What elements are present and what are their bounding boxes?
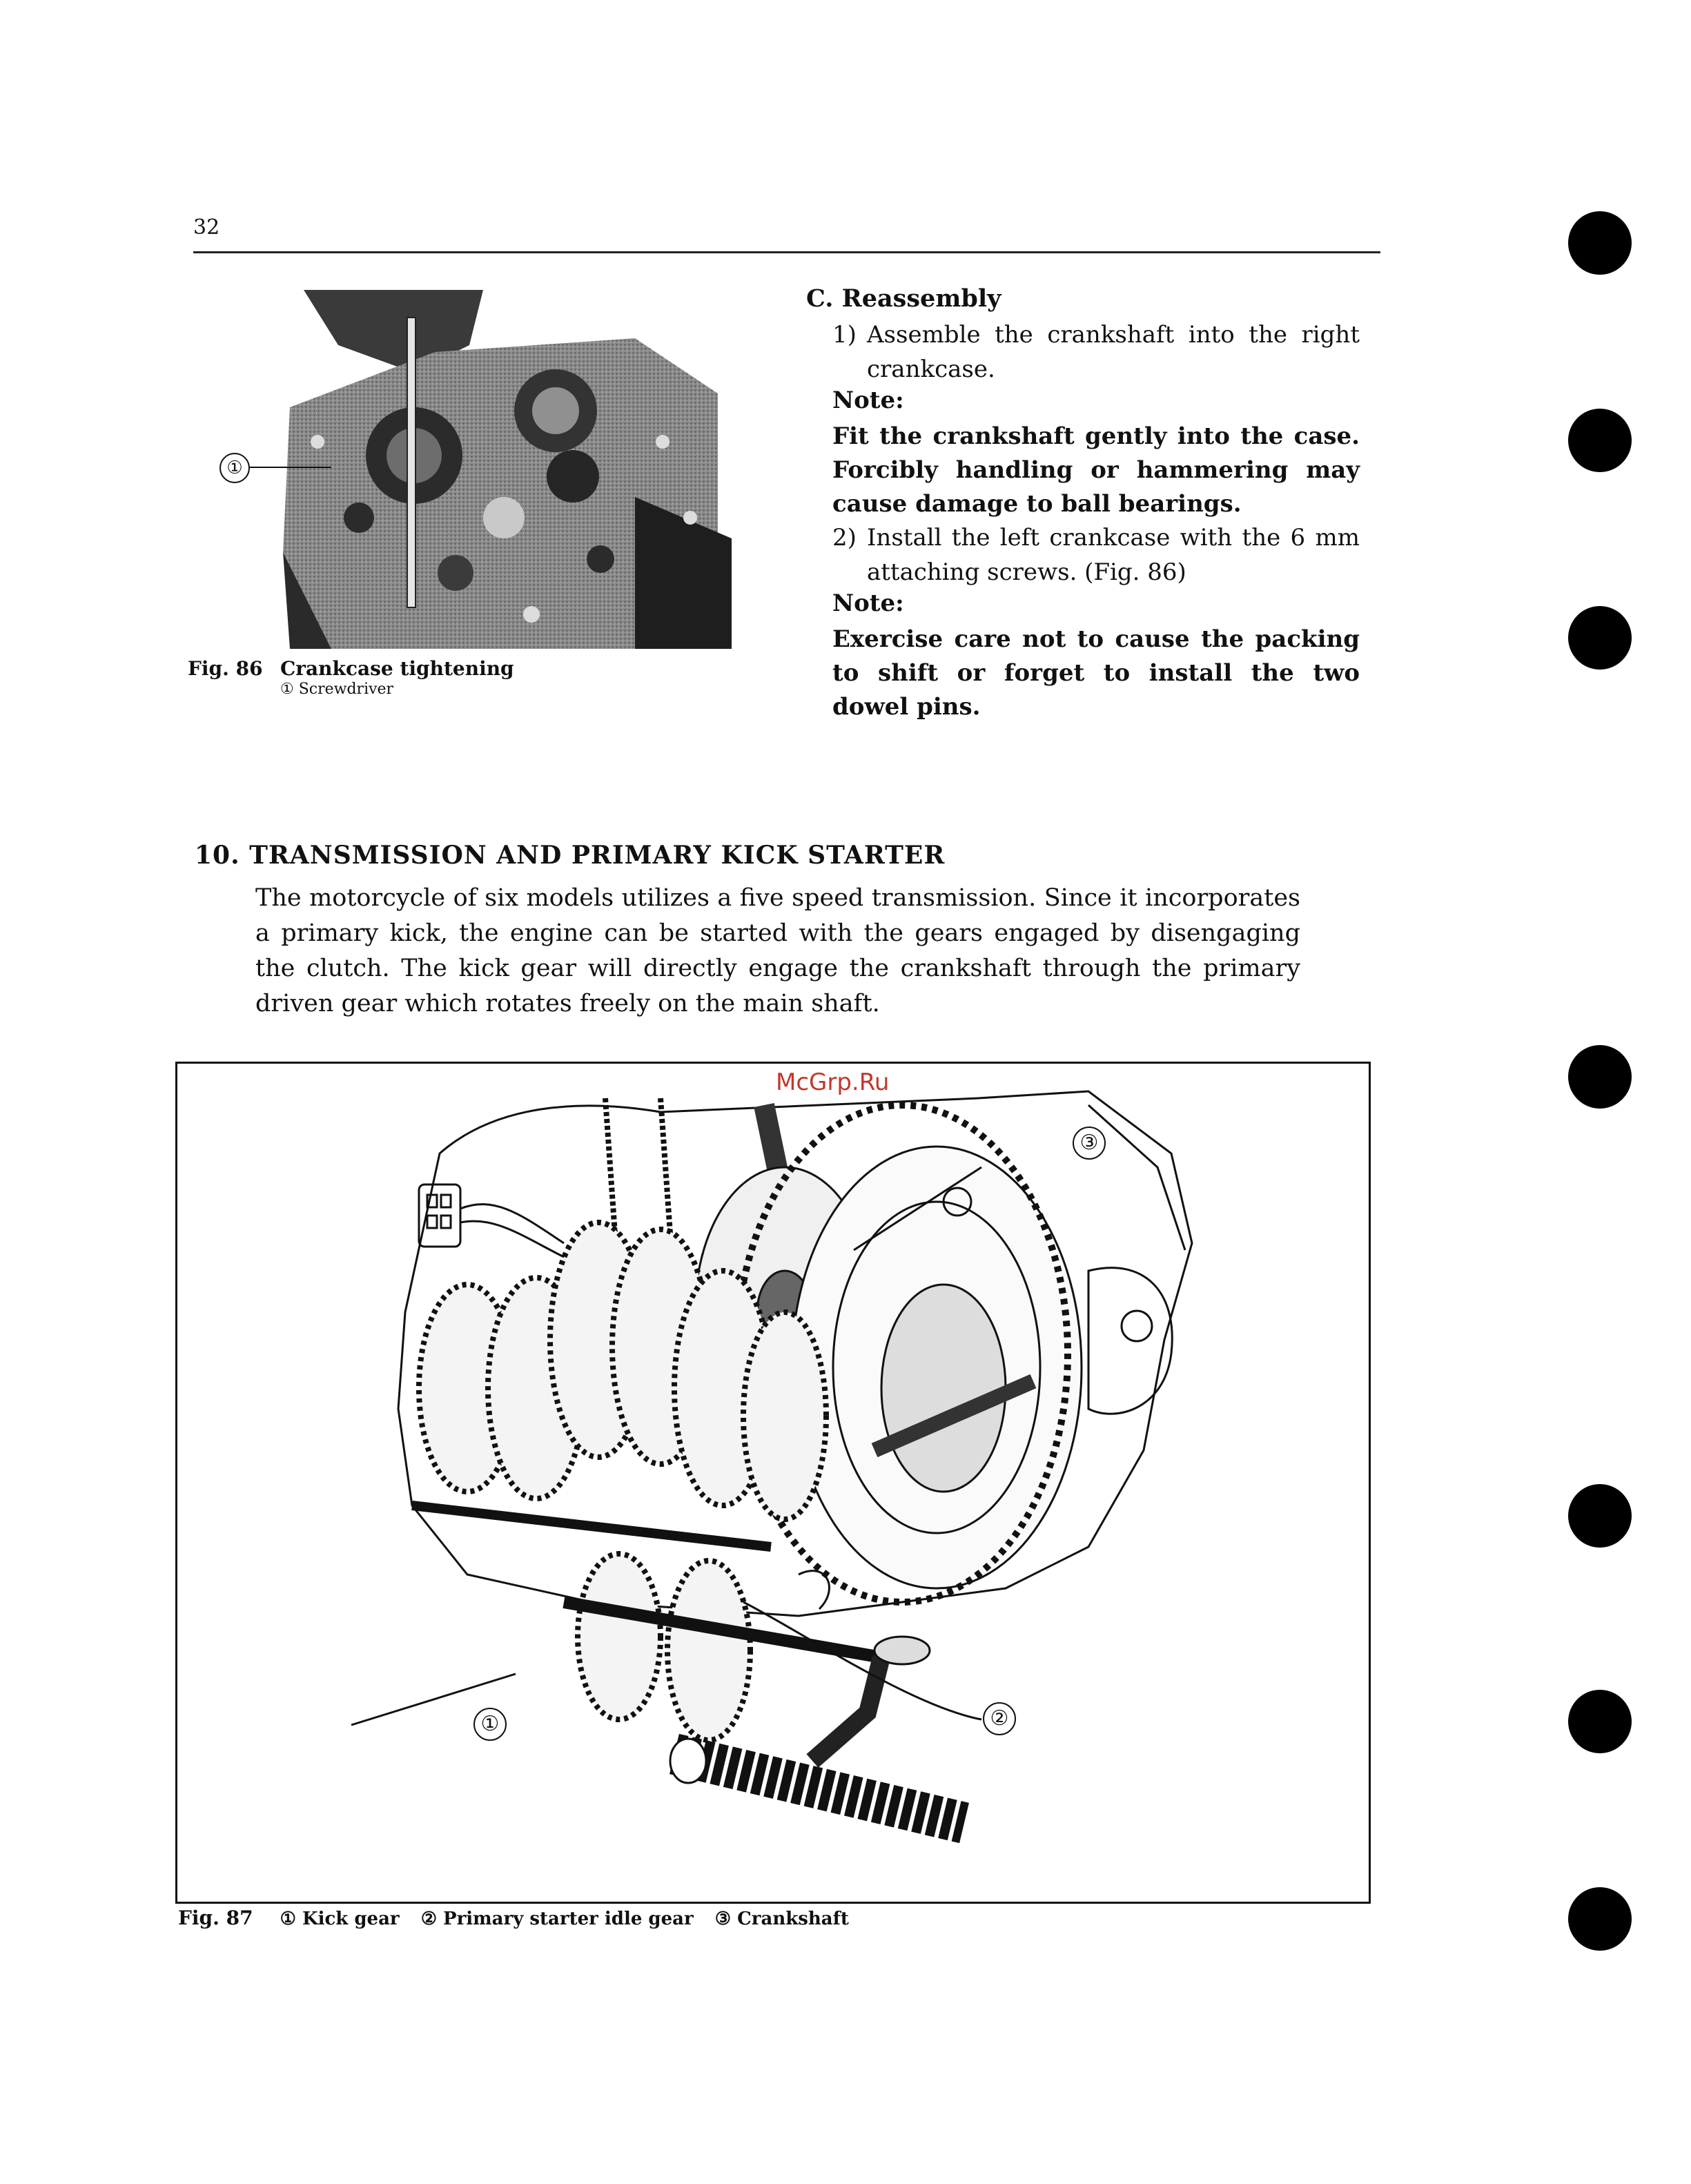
- fig86-photo: [276, 290, 732, 649]
- fig87-legend-3: ③ Crankshaft: [714, 1909, 849, 1929]
- section-body: The motorcycle of six models utilizes a five speed transmission. Since it incorporates a primary kick, the engine can be started with the gears engaged by disengaging the clutch. The kick gear will directly engage the crankshaft through the primary driven gear which rotates freely on the main shaft.: [255, 884, 1300, 1017]
- fig86-leader-line: [248, 467, 331, 468]
- watermark: McGrp.Ru: [776, 1069, 890, 1096]
- fig87-legend-2: ② Primary starter idle gear: [420, 1909, 694, 1929]
- punch-hole: [1568, 211, 1632, 275]
- fig86-callout-1: ①: [219, 453, 250, 483]
- fig87-legend-1: ① Kick gear: [280, 1909, 400, 1929]
- header-rule: [193, 251, 1380, 253]
- punch-hole: [1568, 1484, 1632, 1548]
- note-label: Note:: [832, 589, 904, 617]
- page-number: 32: [193, 215, 220, 240]
- fig86-legend: ① Screwdriver: [280, 681, 394, 698]
- fig87-label: Fig. 87: [178, 1907, 253, 1929]
- punch-hole: [1568, 409, 1632, 472]
- fig87-callout-3: ③: [1073, 1127, 1106, 1160]
- fig86-title: Crankcase tightening: [280, 657, 514, 680]
- reassembly-heading: C. Reassembly: [806, 284, 1001, 313]
- step-number: 2): [832, 524, 857, 552]
- punch-hole: [1568, 606, 1632, 670]
- note-text: Fit the crankshaft gently into the case. Forcibly handling or hammering may cause damage to ball bearings.: [832, 422, 1360, 518]
- step-text: Install the left crankcase with the 6 mm attaching screws. (Fig. 86): [867, 524, 1360, 586]
- punch-hole: [1568, 1045, 1632, 1109]
- step-text: Assemble the crankshaft into the right crankcase.: [867, 321, 1360, 383]
- fig87-callout-2: ②: [983, 1702, 1016, 1735]
- note-label: Note:: [832, 387, 904, 414]
- note-text: Exercise care not to cause the packing to shift or forget to install the two dowel pins.: [832, 625, 1360, 721]
- fig87-caption: [178, 1907, 864, 1929]
- reassembly-step-1: [832, 318, 1360, 387]
- reassembly-step-2: [832, 520, 1360, 589]
- step-number: 1): [832, 321, 857, 349]
- fig87-callout-1: ①: [473, 1708, 507, 1741]
- punch-hole: [1568, 1690, 1632, 1753]
- fig86-label: Fig. 86: [188, 657, 263, 680]
- fig87-frame: [175, 1062, 1371, 1904]
- punch-hole: [1568, 1887, 1632, 1951]
- fig87-illustration: [177, 1064, 1369, 1902]
- section-title: 10. TRANSMISSION AND PRIMARY KICK STARTER: [195, 841, 946, 870]
